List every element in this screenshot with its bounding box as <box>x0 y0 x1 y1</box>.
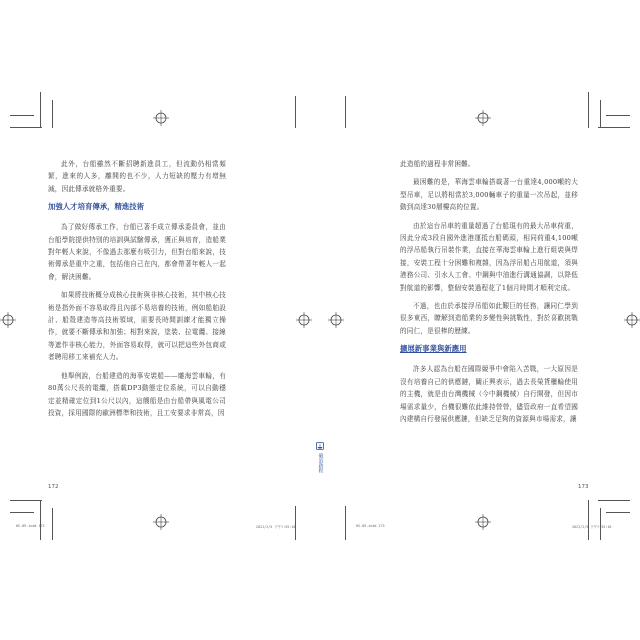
slug-date-left: 2021/2/5 下午7:55:16 <box>256 525 296 529</box>
registration-mark-icon <box>0 312 16 328</box>
body-paragraph: 最困難的是，華海雲車輪搭載著一台重達4,000噸的大型吊車，足以將相當於3,000輛車子的重量一次吊起，並移動到高達30層樓高的位置。 <box>400 178 578 212</box>
crop-mark <box>295 506 296 540</box>
body-paragraph: 此外，台船雖然不斷招聘新進員工，但流動仍相當頻繁，進來的人多，離開的也不少，人力短缺的壓力有增無減，因此傳承就格外重要。 <box>48 160 226 193</box>
registration-mark-icon <box>328 312 344 328</box>
registration-mark-icon <box>475 514 491 530</box>
crop-mark <box>10 115 34 116</box>
gutter-mark <box>312 442 328 473</box>
slug-filename-left: HS-09.indd 172 <box>16 524 45 528</box>
page-number-right: 173 <box>578 484 589 490</box>
crop-mark <box>10 512 34 513</box>
crop-mark <box>40 92 41 128</box>
crop-mark <box>295 96 296 128</box>
crop-mark <box>606 512 630 513</box>
body-paragraph: 不過，也由於承接浮吊船如此艱巨的任務，讓同仁學到很多東西，瞭解到造船業的多變性與挑戰性，對於喜歡挑戰的同仁，是很棒的歷練。 <box>400 302 578 335</box>
right-page <box>400 158 578 431</box>
body-paragraph: 如果將技術概分成核心技術與非核心技術，其中核心技術是指外面不容易取得且內部不易培養的技術，例如船舶設計、船殼建造等高技術領域，需要長時間訓練才能獨立操作，就要不斷傳承和加強；相對來說，塗裝、拉電纜、接線等遮作非核心能力，外面容易取得，就可以把這些外包商或者聘用移工來補充人力。 <box>48 291 226 362</box>
crop-mark <box>588 92 589 128</box>
registration-mark-icon <box>296 312 312 328</box>
crop-mark <box>345 506 346 540</box>
slug-date-right: 2021/2/5 下午7:55:16 <box>572 525 612 529</box>
crop-mark <box>40 500 41 540</box>
body-paragraph: 他舉例說，台船建造的海事安裝船——雕海雲車輪，有80萬公尺長的電纜，搭載DP3動態定位系統，可以自動穩定並精確定位到1公尺以內，這艘船是由台船帶與風電公司投資，採用國際的歐洲標準和技術，且工安要求非常高，因 <box>48 371 226 417</box>
crop-mark <box>588 500 589 540</box>
crop-mark <box>10 127 42 128</box>
crop-mark <box>52 100 53 128</box>
registration-mark-icon <box>475 110 491 126</box>
crop-mark <box>10 500 42 501</box>
registration-mark-icon <box>624 312 640 328</box>
section-heading: 擴展新事業與新應用 <box>400 344 467 354</box>
slug-filename-right: HS-09.indd 173 <box>356 524 385 528</box>
crop-mark <box>345 96 346 128</box>
body-paragraph: 為了做好傳承工作，台船已著手成立傳承委員會，並由台船學院提供特別的培訓與試驗傳承，獲正與培育，造船業對年輕人來說，不像過去那麼有吸引力，但對台船來說，技術傳承是重中之重，包括他自己在內，都會帶著年輕人一起會，解決困難。 <box>48 223 226 281</box>
gutter-label: 破浪啟程 <box>317 453 324 473</box>
crop-mark <box>598 500 630 501</box>
page-number-left: 172 <box>48 484 59 490</box>
crop-mark <box>52 508 53 540</box>
registration-mark-icon <box>153 110 169 126</box>
body-paragraph: 由於這台吊車的重量超過了台船現有的最大吊車荷重，因此分成3段自國外進港運抵台船碼頭，相同荷重4,100噸的浮吊船執行吊裝作業，直接在華海雲車輪上進行組裝與焊接，安裝工程十分困難和複雜，因為浮吊船占用航道，須與港務公司、引水人工會、中鋼與中油進行溝通協調，以降低對航道的影響，整個安裝過程花了1個月時間才順利完成。 <box>400 221 578 292</box>
crop-mark <box>598 127 630 128</box>
body-paragraph: 許多人認為台船在國際競爭中會陷入苦戰，一大原因是沒有培養自己的供應鏈，關正興表示，過去長榮貨櫃輪使用的主機，就是由台灣機械（今中鋼機械）自行開發，但因市場需求量少，台機很難依此維持營營，儘管政府一直希望國內建構自行發展供應鏈，但缺乏足夠的資源與市場需求，讓 <box>400 365 578 423</box>
ship-emblem-icon <box>316 442 324 450</box>
section-heading: 加強人才培育傳承，精進技術 <box>48 202 145 212</box>
crop-mark <box>600 100 601 128</box>
crop-mark <box>606 115 630 116</box>
body-paragraph: 此造船的過程非常困難。 <box>400 160 475 168</box>
registration-mark-icon <box>153 514 169 530</box>
left-page <box>48 158 226 425</box>
